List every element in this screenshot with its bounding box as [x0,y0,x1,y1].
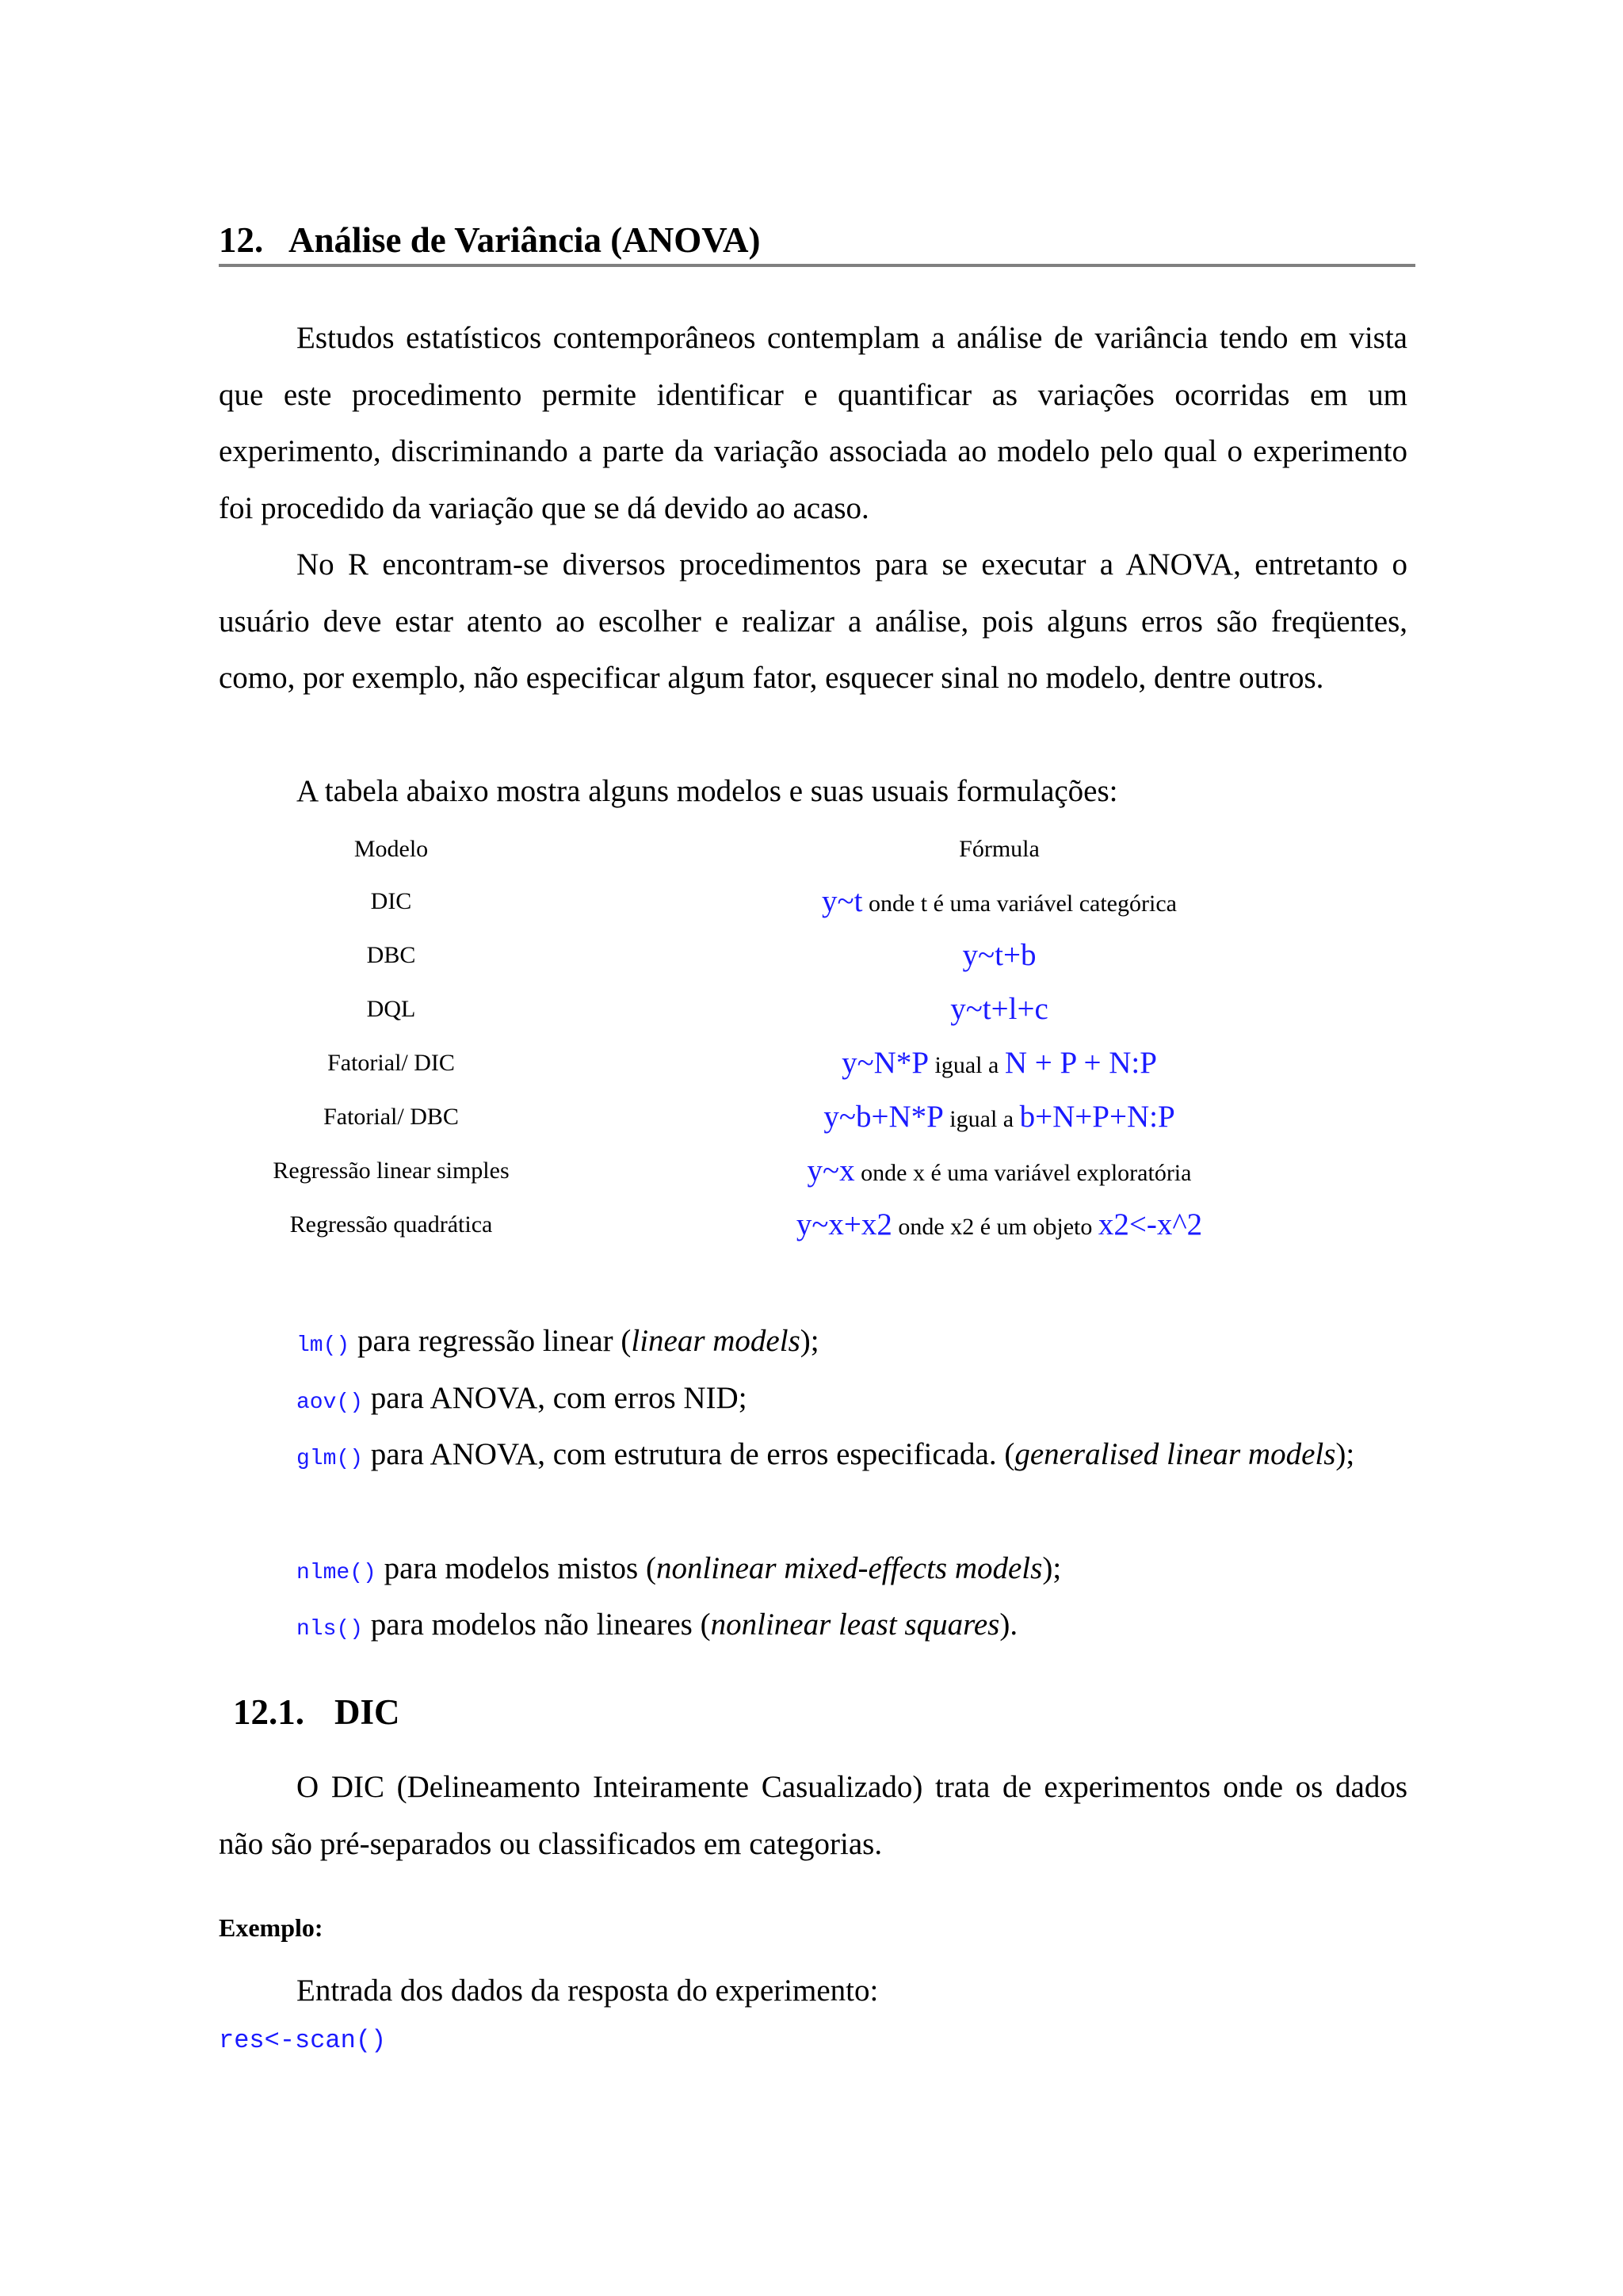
formula-expression: b+N+P+N:P [1019,1100,1175,1134]
formula-expression: y~x [807,1154,855,1188]
function-line: glm() para ANOVA, com estrutura de erros especificada. (generalised linear models); [296,1437,1355,1471]
table-row [219,929,1415,982]
function-code: lm() [296,1333,350,1358]
heading-rule [219,264,1415,267]
example-code: res<-scan() [219,2026,387,2055]
header-formula: Fórmula [959,836,1040,862]
model-cell: Fatorial/ DIC [327,1050,455,1076]
paragraph-table-intro: A tabela abaixo mostra alguns modelos e suas usuais formulações: [296,774,1118,808]
formula-expression: y~t [822,884,863,918]
model-cell: Regressão linear simples [273,1158,510,1184]
section-title: Análise de Variância (ANOVA) [288,220,761,260]
formula-cell [777,1090,1221,1146]
function-code: glm() [296,1447,364,1471]
table-row [219,1144,1415,1198]
table-header-row [219,822,1415,876]
subsection-number: 12.1. [233,1692,304,1732]
table-row [219,982,1415,1036]
formula-cell [777,1144,1221,1200]
formula-note: igual a [943,1106,1020,1132]
header-model: Modelo [353,836,429,862]
function-line: lm() para regressão linear (linear models); [296,1324,819,1358]
table-row [219,1198,1415,1252]
formula-expression: y~t+l+c [950,992,1048,1026]
example-label: Exemplo: [219,1913,323,1942]
model-cell: Regressão quadrática [289,1211,493,1238]
function-line: aov() para ANOVA, com erros NID; [296,1381,747,1415]
table-row [219,1036,1415,1090]
formula-expression: y~x+x2 [796,1207,892,1241]
formula-expression: y~t+b [962,938,1037,972]
function-english-name: generalised linear models [1014,1437,1336,1471]
function-line: nlme() para modelos mistos (nonlinear mixed-effects models); [296,1551,1062,1585]
function-english-name: nonlinear least squares [710,1608,1000,1642]
function-english-name: nonlinear mixed-effects models [655,1551,1043,1585]
table-row [219,1090,1415,1144]
function-code: aov() [296,1390,364,1415]
formula-cell [777,929,1221,985]
model-cell: DIC [370,888,412,914]
model-cell: DQL [366,996,416,1022]
formula-cell [777,875,1221,931]
formula-expression: N + P + N:P [1004,1046,1157,1080]
model-cell: DBC [366,942,416,968]
subsection-heading [233,1686,400,1738]
formula-cell [777,982,1221,1039]
formula-note: onde t é uma variável categórica [862,891,1177,917]
function-english-name: linear models [631,1324,800,1358]
formula-note: onde x é uma variável exploratória [854,1160,1192,1186]
subsection-title: DIC [334,1692,400,1732]
section-number: 12. [219,220,264,260]
formula-cell [777,1198,1221,1254]
formula-cell [777,1036,1221,1093]
formula-note: onde x2 é um objeto [892,1214,1098,1240]
function-line: nls() para modelos não lineares (nonlinear least squares). [296,1608,1018,1642]
function-code: nls() [296,1617,364,1642]
formula-expression: x2<-x^2 [1098,1207,1203,1241]
formula-expression: y~b+N*P [823,1100,944,1134]
model-cell: Fatorial/ DBC [323,1104,459,1130]
example-entry-text: Entrada dos dados da resposta do experimento: [296,1974,879,2008]
paragraph-r-procedures: No R encontram-se diversos procedimentos para se executar a ANOVA, entretanto o usuário deve estar atento ao escolher e realizar a análise, pois alguns erros são freqüentes, como, por exemplo, não especificar algum fator, esquecer sinal no modelo, dentre outros. [219,547,1407,695]
section-heading [219,214,1415,266]
formula-note: igual a [929,1052,1005,1078]
table-row [219,875,1415,929]
function-code: nlme() [296,1561,376,1585]
paragraph-dic: O DIC (Delineamento Inteiramente Casualizado) trata de experimentos onde os dados não são pré-separados ou classificados em categorias. [219,1770,1407,1861]
formula-expression: y~N*P [842,1046,930,1080]
paragraph-intro: Estudos estatísticos contemporâneos contemplam a análise de variância tendo em vista que este procedimento permite identificar e quantificar as variações ocorridas em um experimento, discriminando a parte da variação associada ao modelo pelo qual o experimento foi procedido da variação que se dá devido ao acaso. [219,321,1407,525]
